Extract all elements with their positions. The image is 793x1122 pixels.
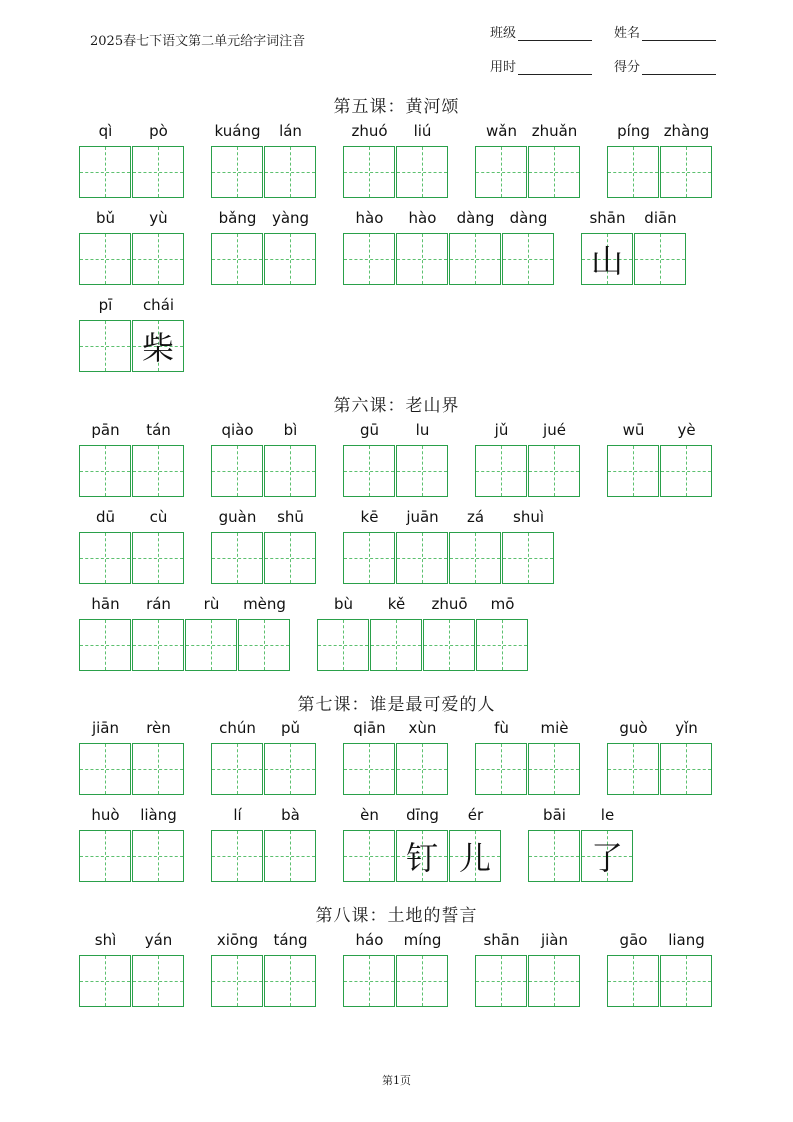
tianzige-cell[interactable] (396, 743, 448, 795)
hanzi-character (265, 533, 315, 583)
hanzi-character (265, 234, 315, 284)
worksheet-title: 2025春七下语文第二单元给字词注音 (90, 34, 306, 49)
hanzi-character (661, 446, 711, 496)
pinyin-label: jiàn (540, 931, 569, 949)
hanzi-character (529, 956, 579, 1006)
hanzi-character (476, 744, 526, 794)
score-blank[interactable] (642, 73, 716, 75)
tianzige-cell[interactable] (132, 146, 184, 198)
hanzi-character (80, 147, 130, 197)
tianzige-cell[interactable] (79, 955, 131, 1007)
name-label: 姓名 (614, 26, 641, 41)
pinyin-label: yè (677, 421, 696, 439)
hanzi-character (397, 533, 447, 583)
pinyin-label: jǔ (494, 421, 509, 439)
pinyin-label: míng (403, 931, 442, 949)
tianzige-cell[interactable] (607, 445, 659, 497)
tianzige-cell[interactable] (79, 445, 131, 497)
hanzi-character (212, 744, 262, 794)
tianzige-cell[interactable] (396, 146, 448, 198)
pinyin-label: dàng (509, 209, 548, 227)
lesson-title: 第七课：谁是最可爱的人 (297, 695, 496, 715)
pinyin-label: chái (142, 296, 175, 314)
tianzige-cell[interactable] (528, 445, 580, 497)
hanzi-character (80, 321, 130, 371)
tianzige-cell[interactable] (211, 532, 263, 584)
pinyin-label: qiào (221, 421, 254, 439)
tianzige-cell[interactable] (79, 619, 131, 671)
hanzi-character (661, 744, 711, 794)
hanzi-character (265, 831, 315, 881)
pinyin-label: píng (617, 122, 650, 140)
pinyin-label: bì (283, 421, 298, 439)
hanzi-character (133, 831, 183, 881)
pinyin-label: liàng (140, 806, 177, 824)
pinyin-label: shuì (513, 508, 544, 526)
pinyin-label: èn (360, 806, 379, 824)
pinyin-label: dū (95, 508, 116, 526)
pinyin-label: fù (494, 719, 509, 737)
tianzige-cell[interactable] (476, 619, 528, 671)
class-label: 班级 (490, 26, 517, 41)
pinyin-label: dàng (456, 209, 495, 227)
name-field (614, 22, 716, 41)
pinyin-label: zhuō (431, 595, 468, 613)
tianzige-cell[interactable] (343, 445, 395, 497)
tianzige-cell[interactable] (132, 233, 184, 285)
tianzige-cell[interactable] (475, 146, 527, 198)
hanzi-character (133, 234, 183, 284)
pinyin-label: qì (98, 122, 113, 140)
hanzi-character (397, 147, 447, 197)
tianzige-cell[interactable] (132, 619, 184, 671)
pinyin-label: lu (415, 421, 430, 439)
pinyin-label: guàn (218, 508, 257, 526)
tianzige-cell[interactable] (581, 233, 633, 285)
hanzi-character: 柴 (141, 329, 174, 367)
tianzige-cell[interactable] (528, 955, 580, 1007)
pinyin-label: rù (203, 595, 220, 613)
pinyin-label: yàng (271, 209, 310, 227)
hanzi-character (476, 147, 526, 197)
pinyin-label: pān (91, 421, 120, 439)
tianzige-cell[interactable] (396, 830, 448, 882)
hanzi-character (344, 744, 394, 794)
hanzi-character (397, 744, 447, 794)
hanzi-character (397, 956, 447, 1006)
lesson-title: 第八课：土地的誓言 (315, 906, 478, 926)
hanzi-character (397, 446, 447, 496)
tianzige-cell[interactable] (343, 955, 395, 1007)
pinyin-label: gāo (619, 931, 648, 949)
hanzi-character (371, 620, 421, 670)
hanzi-character (476, 956, 526, 1006)
tianzige-cell[interactable] (211, 955, 263, 1007)
pinyin-label: le (600, 806, 615, 824)
pinyin-label: jué (543, 421, 566, 439)
tianzige-cell[interactable] (528, 146, 580, 198)
tianzige-cell[interactable] (449, 830, 501, 882)
tianzige-cell[interactable] (528, 830, 580, 882)
pinyin-label: mèng (243, 595, 286, 613)
pinyin-label: xiōng (216, 931, 259, 949)
hanzi-character (344, 831, 394, 881)
hanzi-character (529, 446, 579, 496)
pinyin-label: miè (540, 719, 569, 737)
tianzige-cell[interactable] (238, 619, 290, 671)
hanzi-character (265, 446, 315, 496)
hanzi-character (424, 620, 474, 670)
pinyin-label: rán (146, 595, 171, 613)
pinyin-label: zhuǎn (531, 122, 578, 140)
hanzi-character (186, 620, 236, 670)
tianzige-cell[interactable] (211, 146, 263, 198)
tianzige-cell[interactable] (79, 146, 131, 198)
pinyin-label: chún (219, 719, 256, 737)
tianzige-cell[interactable] (660, 743, 712, 795)
hanzi-character (661, 147, 711, 197)
hanzi-character (133, 147, 183, 197)
pinyin-label: huò (91, 806, 120, 824)
pinyin-label: wǎn (486, 122, 517, 140)
hanzi-character (344, 446, 394, 496)
tianzige-cell[interactable] (607, 955, 659, 1007)
hanzi-character (397, 234, 447, 284)
tianzige-cell[interactable] (660, 146, 712, 198)
hanzi-character (477, 620, 527, 670)
pinyin-label: kuáng (214, 122, 261, 140)
tianzige-cell[interactable] (132, 445, 184, 497)
tianzige-cell[interactable] (211, 445, 263, 497)
hanzi-character (344, 147, 394, 197)
pinyin-label: pǔ (280, 719, 301, 737)
tianzige-cell[interactable] (581, 830, 633, 882)
time-blank[interactable] (518, 73, 592, 75)
hanzi-character (450, 533, 500, 583)
tianzige-cell[interactable] (79, 830, 131, 882)
pinyin-label: rèn (146, 719, 171, 737)
hanzi-character (80, 620, 130, 670)
time-label: 用时 (490, 60, 517, 75)
hanzi-character: 山 (590, 242, 623, 280)
tianzige-cell[interactable] (264, 146, 316, 198)
tianzige-cell[interactable] (343, 830, 395, 882)
hanzi-character (133, 446, 183, 496)
tianzige-cell[interactable] (607, 146, 659, 198)
pinyin-label: bǔ (95, 209, 116, 227)
tianzige-cell[interactable] (264, 445, 316, 497)
tianzige-cell[interactable] (343, 146, 395, 198)
tianzige-cell[interactable] (317, 619, 369, 671)
pinyin-label: wū (622, 421, 645, 439)
pinyin-label: qiān (353, 719, 386, 737)
tianzige-cell[interactable] (132, 320, 184, 372)
hanzi-character (344, 956, 394, 1006)
pinyin-label: lán (279, 122, 302, 140)
hanzi-character (450, 234, 500, 284)
hanzi-character (133, 956, 183, 1006)
tianzige-cell[interactable] (264, 830, 316, 882)
hanzi-character (212, 956, 262, 1006)
pinyin-label: kē (360, 508, 379, 526)
pinyin-label: bù (333, 595, 354, 613)
tianzige-cell[interactable] (185, 619, 237, 671)
pinyin-label: tán (146, 421, 171, 439)
tianzige-cell[interactable] (396, 445, 448, 497)
hanzi-character (212, 831, 262, 881)
lesson-title: 第六课：老山界 (333, 396, 460, 416)
pinyin-label: guò (619, 719, 648, 737)
pinyin-label: gū (359, 421, 380, 439)
tianzige-cell[interactable] (396, 532, 448, 584)
tianzige-cell[interactable] (132, 830, 184, 882)
tianzige-cell[interactable] (660, 445, 712, 497)
tianzige-cell[interactable] (264, 743, 316, 795)
tianzige-cell[interactable] (132, 743, 184, 795)
hanzi-character (318, 620, 368, 670)
pinyin-label: hào (408, 209, 437, 227)
pinyin-label: liú (413, 122, 432, 140)
tianzige-cell[interactable] (475, 445, 527, 497)
pinyin-label: shì (94, 931, 117, 949)
pinyin-label: zhuó (351, 122, 388, 140)
tianzige-cell[interactable] (660, 955, 712, 1007)
pinyin-label: bǎng (218, 209, 257, 227)
pinyin-label: mō (490, 595, 515, 613)
hanzi-character (80, 831, 130, 881)
pinyin-label: táng (273, 931, 308, 949)
tianzige-cell[interactable] (79, 743, 131, 795)
tianzige-cell[interactable] (343, 233, 395, 285)
page-number: 第1页 (382, 1074, 411, 1087)
name-blank[interactable] (642, 39, 716, 41)
hanzi-character (503, 234, 553, 284)
hanzi-character (80, 956, 130, 1006)
pinyin-label: hān (91, 595, 120, 613)
pinyin-label: yù (149, 209, 168, 227)
tianzige-cell[interactable] (79, 233, 131, 285)
tianzige-cell[interactable] (211, 830, 263, 882)
hanzi-character: 儿 (458, 839, 491, 877)
pinyin-label: xùn (408, 719, 437, 737)
hanzi-character: 了 (590, 839, 623, 877)
hanzi-character (608, 147, 658, 197)
hanzi-character (661, 956, 711, 1006)
tianzige-cell[interactable] (502, 233, 554, 285)
hanzi-character (212, 533, 262, 583)
hanzi-character (635, 234, 685, 284)
hanzi-character (212, 234, 262, 284)
hanzi-character (239, 620, 289, 670)
hanzi-character (133, 620, 183, 670)
pinyin-label: dīng (406, 806, 439, 824)
score-label: 得分 (614, 60, 641, 75)
class-blank[interactable] (518, 39, 592, 41)
class-field (490, 22, 592, 41)
pinyin-label: jiān (91, 719, 120, 737)
tianzige-cell[interactable] (211, 233, 263, 285)
pinyin-label: liang (668, 931, 705, 949)
lesson-title: 第五课：黄河颂 (333, 97, 460, 117)
pinyin-label: shān (589, 209, 626, 227)
pinyin-label: ér (467, 806, 484, 824)
hanzi-character (265, 147, 315, 197)
tianzige-cell[interactable] (343, 743, 395, 795)
hanzi-character (344, 533, 394, 583)
tianzige-cell[interactable] (396, 233, 448, 285)
hanzi-character (80, 744, 130, 794)
hanzi-character (80, 446, 130, 496)
pinyin-label: diān (644, 209, 677, 227)
hanzi-character (265, 744, 315, 794)
tianzige-cell[interactable] (607, 743, 659, 795)
pinyin-label: juān (406, 508, 439, 526)
tianzige-cell[interactable] (79, 532, 131, 584)
tianzige-cell[interactable] (343, 532, 395, 584)
pinyin-label: yǐn (675, 719, 698, 737)
pinyin-label: cù (149, 508, 168, 526)
tianzige-cell[interactable] (264, 955, 316, 1007)
tianzige-cell[interactable] (264, 233, 316, 285)
hanzi-character (212, 147, 262, 197)
tianzige-cell[interactable] (528, 743, 580, 795)
hanzi-character (529, 744, 579, 794)
time-field (490, 56, 592, 75)
pinyin-label: bà (281, 806, 300, 824)
hanzi-character (529, 147, 579, 197)
tianzige-cell[interactable] (211, 743, 263, 795)
tianzige-cell[interactable] (449, 233, 501, 285)
tianzige-cell[interactable] (475, 955, 527, 1007)
tianzige-cell[interactable] (370, 619, 422, 671)
hanzi-character (80, 533, 130, 583)
score-field (614, 56, 716, 75)
hanzi-character (529, 831, 579, 881)
hanzi-character (608, 446, 658, 496)
tianzige-cell[interactable] (502, 532, 554, 584)
hanzi-character: 钉 (405, 839, 438, 877)
tianzige-cell[interactable] (264, 532, 316, 584)
hanzi-character (80, 234, 130, 284)
hanzi-character (608, 956, 658, 1006)
tianzige-cell[interactable] (634, 233, 686, 285)
tianzige-cell[interactable] (423, 619, 475, 671)
pinyin-label: zá (466, 508, 485, 526)
tianzige-cell[interactable] (132, 955, 184, 1007)
tianzige-cell[interactable] (79, 320, 131, 372)
pinyin-label: lí (233, 806, 242, 824)
tianzige-cell[interactable] (475, 743, 527, 795)
tianzige-cell[interactable] (449, 532, 501, 584)
pinyin-label: hào (355, 209, 384, 227)
pinyin-label: zhàng (663, 122, 710, 140)
pinyin-label: háo (355, 931, 384, 949)
hanzi-character (133, 744, 183, 794)
hanzi-character (344, 234, 394, 284)
pinyin-label: shū (277, 508, 304, 526)
hanzi-character (608, 744, 658, 794)
tianzige-cell[interactable] (132, 532, 184, 584)
hanzi-character (503, 533, 553, 583)
pinyin-label: pò (149, 122, 168, 140)
pinyin-label: kě (387, 595, 406, 613)
hanzi-character (476, 446, 526, 496)
hanzi-character (265, 956, 315, 1006)
pinyin-label: bāi (543, 806, 566, 824)
tianzige-cell[interactable] (396, 955, 448, 1007)
pinyin-label: yán (144, 931, 173, 949)
hanzi-character (212, 446, 262, 496)
pinyin-label: pī (98, 296, 113, 314)
hanzi-character (133, 533, 183, 583)
pinyin-label: shān (483, 931, 520, 949)
